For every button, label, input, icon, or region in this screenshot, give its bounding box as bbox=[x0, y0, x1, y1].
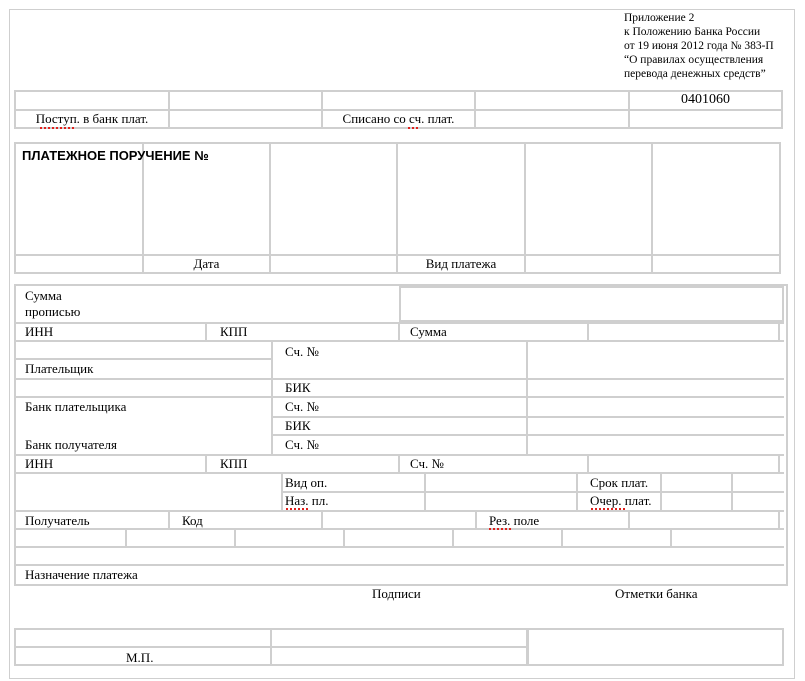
header-table bbox=[14, 90, 783, 129]
bank-marks-label: Отметки банка bbox=[615, 586, 698, 601]
recipient-account-label: Сч. № bbox=[410, 456, 444, 471]
title-field[interactable] bbox=[270, 143, 397, 255]
title-field[interactable] bbox=[525, 143, 652, 255]
recipient-bank-account-label: Сч. № bbox=[285, 437, 319, 452]
title-blank-cell bbox=[15, 255, 143, 273]
header-blank-cell[interactable] bbox=[169, 91, 322, 110]
date-label: Дата bbox=[143, 255, 270, 273]
received-date-cell[interactable] bbox=[15, 91, 169, 110]
title-blank-cell bbox=[525, 255, 652, 273]
recipient-label: Получатель bbox=[25, 513, 90, 528]
amount-words-label: Сумма прописью bbox=[25, 288, 81, 319]
header-blank-cell bbox=[169, 110, 322, 128]
header-blank-cell bbox=[629, 110, 782, 128]
op-type-label: Вид оп. bbox=[285, 475, 328, 490]
header-blank-cell[interactable] bbox=[475, 91, 629, 110]
recipient-kpp-label: КПП bbox=[220, 456, 248, 471]
signatures-label: Подписи bbox=[372, 586, 421, 601]
spellcheck-mark bbox=[286, 505, 308, 510]
amount-words-field[interactable] bbox=[399, 286, 784, 322]
recipient-bank-label: Банк получателя bbox=[25, 437, 117, 452]
header-blank-cell bbox=[475, 110, 629, 128]
payer-label: Плательщик bbox=[25, 361, 94, 376]
payer-kpp-label: КПП bbox=[220, 324, 248, 339]
title-table bbox=[14, 142, 781, 274]
attachment-line-3: от 19 июня 2012 года № 383-П bbox=[624, 40, 774, 52]
payer-account-label: Сч. № bbox=[285, 344, 319, 359]
recipient-bank-bik-label: БИК bbox=[285, 418, 311, 433]
attachment-line-2: к Положению Банка России bbox=[624, 26, 761, 38]
attachment-note bbox=[624, 11, 774, 81]
pay-order-label: Очер. плат. bbox=[590, 493, 652, 508]
received-label: Поступ. в банк плат. bbox=[15, 110, 169, 128]
payer-inn-label: ИНН bbox=[25, 324, 54, 339]
spellcheck-mark bbox=[40, 124, 74, 129]
payment-type-label: Вид платежа bbox=[397, 255, 525, 273]
payer-bank-label: Банк плательщика bbox=[25, 399, 127, 414]
document-title: ПЛАТЕЖНОЕ ПОРУЧЕНИЕ № bbox=[15, 143, 143, 255]
purpose-code-label: Наз. пл. bbox=[285, 493, 329, 508]
reserve-field-label: Рез. поле bbox=[489, 513, 540, 528]
spellcheck-mark bbox=[591, 505, 625, 510]
recipient-inn-label: ИНН bbox=[25, 456, 54, 471]
code-label: Код bbox=[182, 513, 203, 528]
debited-date-cell[interactable] bbox=[322, 91, 475, 110]
title-blank-cell bbox=[270, 255, 397, 273]
spellcheck-mark bbox=[489, 525, 511, 530]
spellcheck-mark bbox=[408, 124, 418, 129]
title-field[interactable] bbox=[652, 143, 780, 255]
payer-bank-account-label: Сч. № bbox=[285, 399, 319, 414]
form-code: 0401060 bbox=[629, 91, 782, 110]
title-field[interactable] bbox=[397, 143, 525, 255]
payer-bank-bik-label: БИК bbox=[285, 380, 311, 395]
attachment-line-1: Приложение 2 bbox=[624, 12, 695, 24]
debited-label: Списано со сч. плат. bbox=[322, 110, 475, 128]
attachment-line-4: “О правилах осуществления bbox=[624, 54, 764, 66]
stamp-label: М.П. bbox=[126, 650, 154, 665]
pay-term-label: Срок плат. bbox=[590, 475, 649, 490]
bank-marks-box[interactable] bbox=[527, 628, 784, 666]
title-blank-cell bbox=[652, 255, 780, 273]
amount-label: Сумма bbox=[410, 324, 447, 339]
payment-purpose-label: Назначение платежа bbox=[25, 567, 138, 582]
received-label-word: Поступ. bbox=[35, 111, 80, 126]
attachment-line-5: перевода денежных средств” bbox=[624, 68, 766, 80]
